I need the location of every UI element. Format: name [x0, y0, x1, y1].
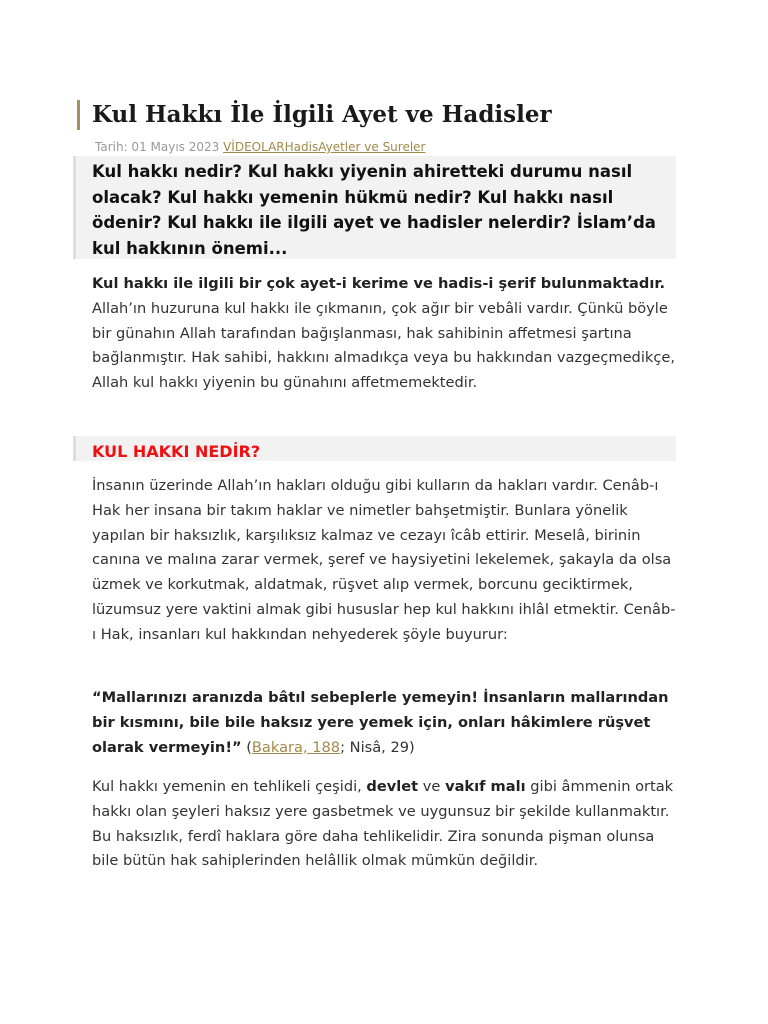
last-text-3: gibi âmmenin ortak hakkı olan şeyleri haksız yere gasbetmek ve uygunsuz bir şekilde kullanmaktır. Bu haksızlık, ferdî haklara göre daha tehlikelidir. Zira sonunda pişman olunsa bile bütün hak sahiplerinden helâllik olmak mümkün değildir. [92, 778, 674, 870]
page-title: Kul Hakkı İle İlgili Ayet ve Hadisler [92, 101, 552, 128]
last-text-2: ve [418, 778, 446, 795]
reference-link-bakara[interactable]: Bakara, 188 [251, 738, 341, 756]
category-link-hadis[interactable]: Hadis [284, 140, 319, 154]
intro-paragraph [92, 272, 678, 396]
last-bold-2: vakıf malı [445, 778, 526, 795]
title-block [77, 100, 692, 130]
post-date: Tarih: 01 Mayıs 2023 [95, 140, 220, 154]
summary-box [73, 156, 676, 259]
summary-text: Kul hakkı nedir? Kul hakkı yiyenin ahiretteki durumu nasıl olacak? Kul hakkı yemenin hükmü nedir? Kul hakkı nasıl ödenir? Kul hakkı ile ilgili ayet ve hadisler nelerdir? İslam’da kul hakkının önemi... [92, 162, 656, 258]
category-link-ayetler[interactable]: Ayetler ve Sureler [318, 140, 426, 154]
quote-paragraph [92, 686, 678, 760]
last-paragraph [92, 775, 678, 874]
category-link-videolar[interactable]: VİDEOLAR [223, 140, 285, 154]
section-heading: KUL HAKKI NEDİR? [92, 442, 261, 461]
section-heading-box [73, 436, 676, 461]
intro-bold: Kul hakkı ile ilgili bir çok ayet-i kerime ve hadis-i şerif bulunmaktadır. [92, 275, 666, 292]
quote-ref-rest: ; Nisâ, 29) [340, 738, 415, 756]
last-bold-1: devlet [366, 778, 419, 795]
last-text-1: Kul hakkı yemenin en tehlikeli çeşidi, [92, 778, 367, 795]
intro-text: Allah’ın huzuruna kul hakkı ile çıkmanın, çok ağır bir vebâli vardır. Çünkü böyle bir günahın Allah tarafından bağışlanması, hak sahibinin affetmesi şartına bağlanmıştır. Hak sahibi, hakkını almadıkça veya bu hakkından vazgeçmedikçe, Allah kul hakkı yiyenin bu günahını affetmemektedir. [92, 299, 675, 392]
section-paragraph: İnsanın üzerinde Allah’ın hakları olduğu gibi kulların da hakları vardır. Cenâb-ı Hak her insana bir takım haklar ve nimetler bahşetmiştir. Bunlara yönelik yapılan bir haksızlık, karşılıksız kalmaz ve cezayı îcâb ettirir. Meselâ, birinin canına ve malına zarar vermek, şeref ve haysiyetini lekelemek, şakayla da olsa üzmek ve korkutmak, aldatmak, rüşvet alıp vermek, borcunu geciktirmek, lüzumsuz yere vaktini almak gibi hususlar hep kul hakkını ihlâl etmektir. Cenâb-ı Hak, insanları kul hakkından nehyederek şöyle buyurur: [92, 477, 676, 643]
quote-open-paren: ( [241, 738, 252, 756]
post-meta [95, 140, 426, 154]
quote-bold: “Mallarınızı aranızda bâtıl sebeplerle yemeyin! İnsanların mallarından bir kısmını, bile bile haksız yere yemek için, onları hâkimlere rüşvet olarak vermeyin!” [92, 689, 669, 756]
